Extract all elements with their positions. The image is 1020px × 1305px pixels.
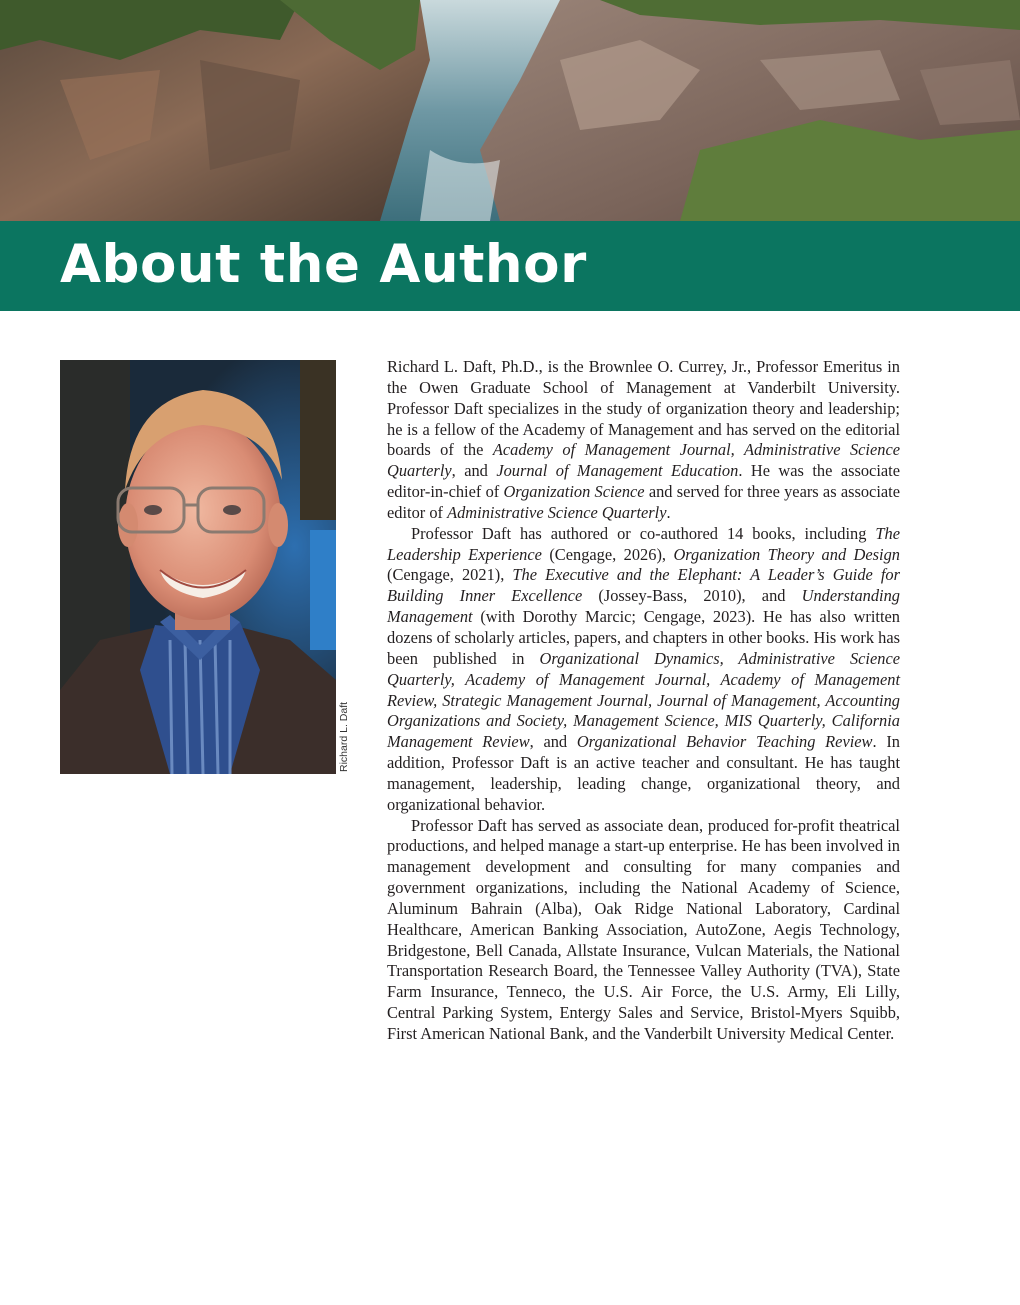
bio-paragraph [387, 357, 900, 524]
bio-paragraph [387, 816, 900, 1045]
bio-text: Professor Daft has served as associate dean, produced for-profit theatrical productions, and helped manage a start-up enterprise. He has been involved in management development and consulting for many companies and government organizations, including the National Academy of Science, Aluminum Bahrain (Alba), Oak Ridge National Laboratory, Cardinal Healthcare, American Banking Association, AutoZone, Aegis Technology, Bridgestone, Bell Canada, Allstate Insurance, Vulcan Materials, the National Transportation Research Board, the Tennessee Valley Authority (TVA), State Farm Insurance, Tenneco, the U.S. Air Force, the U.S. Army, Eli Lilly, Central Parking System, Entergy Sales and Service, Bristol-Myers Squibb, First American National Bank, and the Vanderbilt University Medical Center. [387, 815, 900, 1043]
bio-text: and served for three years as associate editor of [387, 482, 900, 522]
bio-italic-title: The Executive and the Elephant: A Leader’s Guide for Building Inner Excellence [387, 565, 901, 606]
page-title: About the Author [60, 234, 587, 295]
bio-text: (Cengage, 2021), [387, 565, 513, 585]
bio-text: (Cengage, 2026), [541, 544, 674, 564]
bio-italic-title: Academy of Management Journal, Administrative Science Quarterly [387, 440, 901, 481]
author-portrait [60, 360, 336, 774]
bio-italic-title: Organizational Behavior Teaching Review [576, 732, 873, 752]
bio-text: (with Dorothy Marcic; Cengage, 2023). He has also written dozens of scholarly articles, papers, and chapters in other books. His work has been published in [387, 607, 900, 668]
bio-text: . He was the associate editor-in-chief of [387, 461, 900, 502]
photo-credit: Richard L. Daft [338, 701, 350, 772]
bio-paragraph [387, 524, 900, 816]
author-biography [387, 357, 900, 1045]
bio-text: Richard L. Daft, Ph.D., is the Brownlee O. Currey, Jr., Professor Emeritus in the Owen Graduate School of Management at Vanderbilt University. Professor Daft specializes in the study of organization theory and leadership; he is a fellow of the Academy of Management and has served on the editorial boards of the [387, 357, 900, 460]
bio-italic-title: Organization Science [503, 482, 645, 502]
bio-text: , and [529, 732, 577, 752]
bio-italic-title: The Leadership Experience [387, 523, 900, 564]
bio-italic-title: Organizational Dynamics, Administrative Science Quarterly, Academy of Management Journal, Academy of Management Review, Strategic Management Journal, Journal of Management, Accounting Organizations and Society, Management Science, MIS Quarterly, California Management Review [387, 648, 900, 752]
bio-text: . [666, 502, 671, 522]
bio-text: Professor Daft has authored or co-authored 14 books, including [411, 523, 876, 543]
bio-italic-title: Administrative Science Quarterly [447, 502, 667, 522]
bio-text: (Jossey-Bass, 2010), and [582, 586, 802, 606]
bio-text: . In addition, Professor Daft is an active teacher and consultant. He has taught management, leadership, leading change, organizational theory, and organizational behavior. [387, 732, 900, 814]
bio-text: , and [451, 461, 497, 481]
bio-italic-title: Organization Theory and Design [673, 544, 900, 564]
bio-italic-title: Journal of Management Education [496, 461, 739, 481]
banner-photo [0, 0, 1020, 221]
bio-italic-title: Understanding Management [387, 586, 900, 627]
